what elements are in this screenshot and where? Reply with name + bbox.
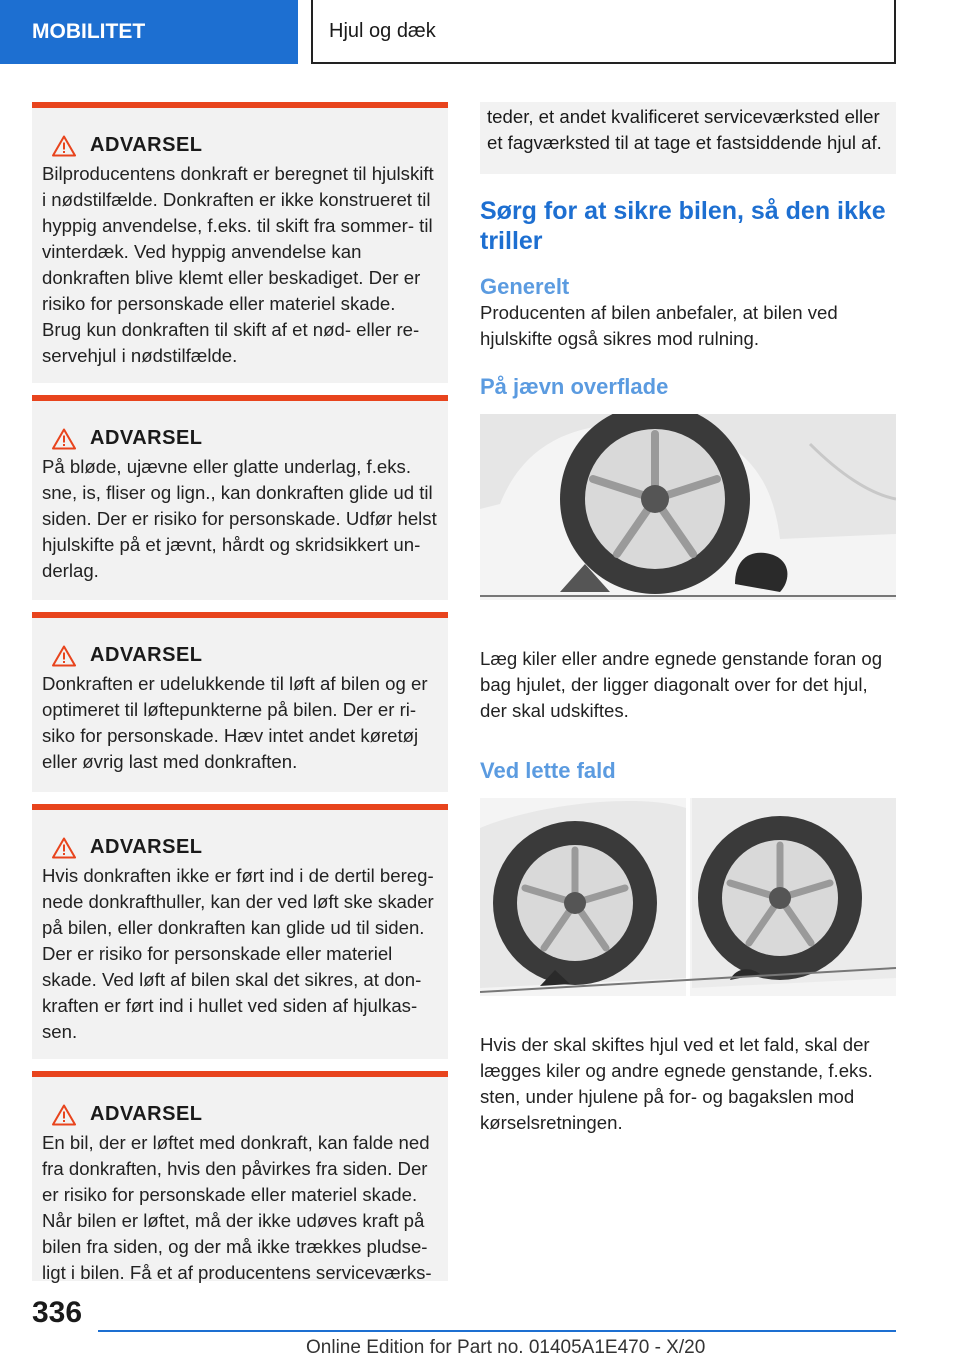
- warning-text: Bilproducentens donkraft er beregnet til hjulskift i nødstilfælde. Donkraften er ikke konstrueret til hyppig anvendelse, f.eks. til skift fra sommer- til vinterdæk. Ved hyppig anvendelse kan donkraften blive klemt eller beskadiget. Der er risiko for personskade eller materiel skade. Brug kun donkraften til skift af et nød- eller reservehjul i nødstilfælde.: [42, 163, 434, 366]
- warning-text: Donkraften er udelukkende til løft af bilen og er optimeret til løftepunkterne på bilen. Der er risiko for personskade. Hæv intet andet køretøj eller øvrig last med donkraften.: [42, 673, 428, 772]
- warning-text: På bløde, ujævne eller glatte underlag, f.eks. sne, is, fliser og lign., kan donkraften glide ud til siden. Der er risiko for personskade. Udfør helst hjulskifte på et jævnt, hårdt og skridsikkert underlag.: [42, 456, 437, 581]
- warning-text: Hvis donkraften ikke er ført ind i de dertil beregnede donkrafthuller, kan der ved løft ske skader på bilen, eller donkraften kan glide ud til siden. Der er risiko for personskade eller materiel skade. Ved løft af bilen skal det sikres, at donkraften er ført ind i hullet ved siden af hjulkassen.: [42, 865, 434, 1042]
- warning-continuation: teder, et andet kvalificeret serviceværksted eller et fagværksted til at tage et fastsiddende hjul af.: [480, 102, 896, 174]
- page-number: 336: [32, 1296, 83, 1329]
- subheading-flat: På jævn overflade: [480, 374, 669, 399]
- warning-title: ADVARSEL: [90, 644, 203, 666]
- footer-divider: [98, 1330, 896, 1332]
- warning-title: ADVARSEL: [90, 427, 203, 449]
- chapter-title: [311, 0, 896, 64]
- warning-title: ADVARSEL: [90, 836, 203, 858]
- figure-slope: [480, 798, 896, 996]
- warning-triangle-icon: [52, 645, 76, 667]
- subheading-slope: Ved lette fald: [480, 758, 616, 783]
- subheading-general: Generelt: [480, 274, 570, 299]
- warning-box: [32, 612, 448, 792]
- general-text: Producenten af bilen anbefaler, at bilen ved hjulskifte også sikres mod rulning.: [480, 302, 838, 349]
- warning-title: ADVARSEL: [90, 134, 203, 156]
- warning-triangle-icon: [52, 135, 76, 157]
- chapter-title-label: Hjul og dæk: [329, 19, 436, 42]
- warning-box: [32, 1071, 448, 1281]
- right-column: [480, 102, 896, 1136]
- section-tab: [0, 0, 298, 64]
- left-column: [32, 102, 448, 1293]
- flat-text: Læg kiler eller andre egnede genstande foran og bag hjulet, der ligger diagonalt over for det hjul, der skal udskiftes.: [480, 648, 883, 721]
- figure-flat-surface: [480, 414, 896, 600]
- wheel-chock-flat-illustration: [480, 414, 896, 600]
- warning-box: [32, 102, 448, 383]
- section-heading: Sørg for at sikre bilen, så den ikke triller: [480, 197, 886, 255]
- warning-header: [42, 134, 438, 157]
- warning-box: [32, 804, 448, 1059]
- edition-text: Online Edition for Part no. 01405A1E470 - X/20: [306, 1337, 706, 1358]
- warning-header: [42, 427, 438, 450]
- warning-triangle-icon: [52, 428, 76, 450]
- warning-triangle-icon: [52, 837, 76, 859]
- warning-header: [42, 836, 438, 859]
- slope-text: Hvis der skal skiftes hjul ved et let fald, skal der lægges kiler og andre egnede genstande, f.eks. sten, under hjulene på for- og bagakslen mod kørselsretningen.: [480, 1034, 873, 1133]
- warning-text: En bil, der er løftet med donkraft, kan falde ned fra donkraften, hvis den påvirkes fra siden. Der er risiko for personskade eller materiel skade. Når bilen er løftet, må der ikke udøves kraft på bilen fra siden, og der må ikke trækkes pludseligt i bilen. Få et af producentens serviceværks-: [42, 1132, 432, 1283]
- warning-triangle-icon: [52, 1104, 76, 1126]
- warning-header: [42, 644, 438, 667]
- warning-box: [32, 395, 448, 600]
- wheel-chock-slope-illustration: [480, 798, 896, 996]
- section-label: MOBILITET: [32, 20, 146, 43]
- warning-title: ADVARSEL: [90, 1103, 203, 1125]
- warning-header: [42, 1103, 438, 1126]
